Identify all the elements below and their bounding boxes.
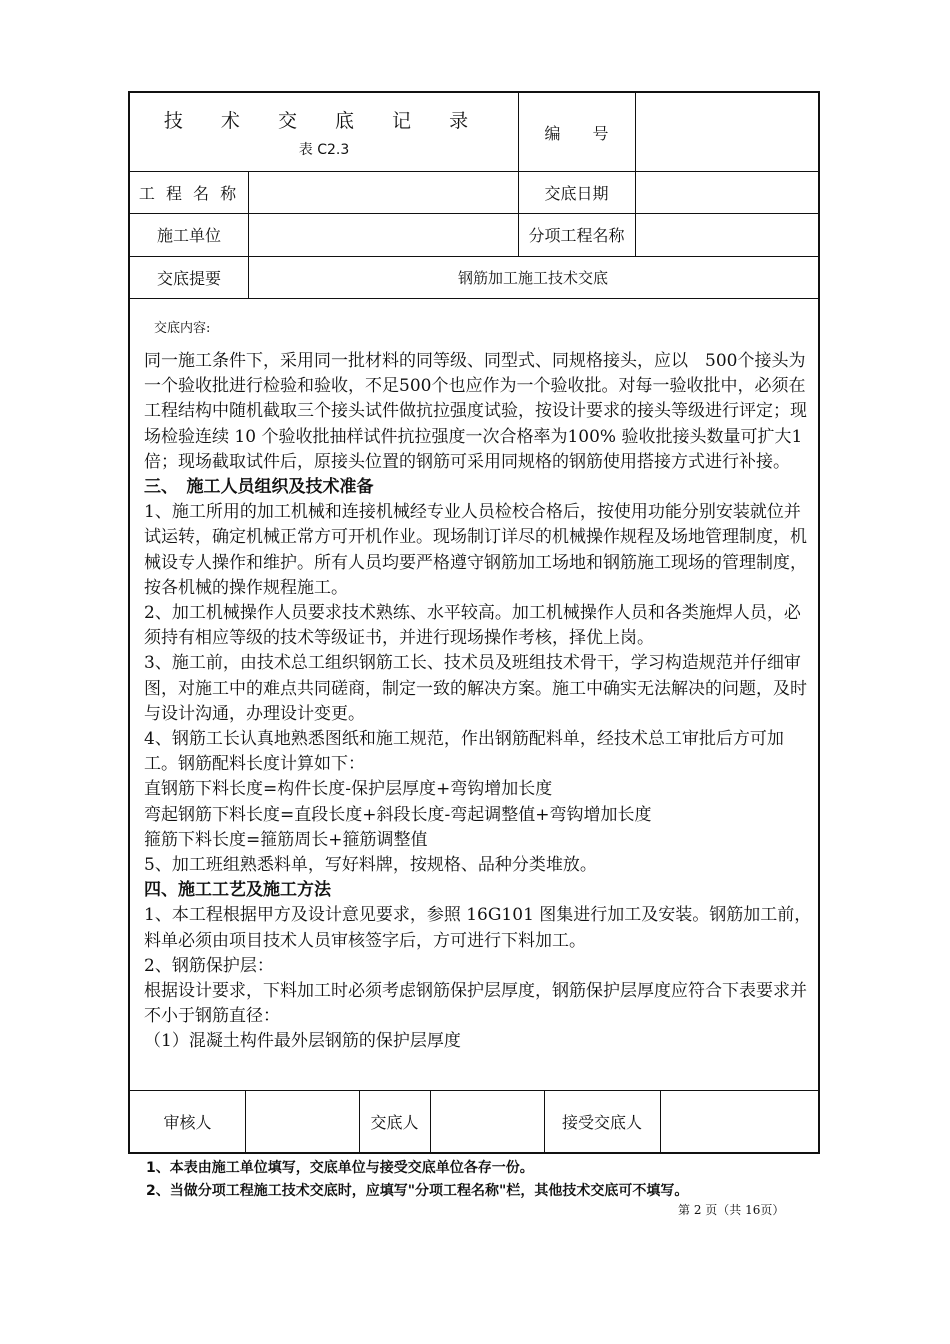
footnote: 2、当做分项工程施工技术交底时，应填写"分项工程名称"栏，其他技术交底可不填写。 [146, 1183, 689, 1199]
summary-label: 交底提要 [156, 268, 221, 288]
discloser-label: 交底人 [370, 1112, 419, 1132]
content-paragraph: 3、施工前，由技术总工组织钢筋工长、技术员及班组技术骨干，学习构造规范并仔细审图，对施工中的难点共同磋商，制定一致的解决方案。施工中确实无法解决的问题，及时与设计沟通，办理设计变更。 [144, 653, 807, 724]
subitem-label: 分项工程名称 [528, 226, 625, 245]
row-divider [130, 298, 818, 299]
date-field[interactable] [635, 171, 818, 213]
content-paragraph: 5、加工班组熟悉料单，写好料牌，按规格、品种分类堆放。 [144, 855, 597, 876]
receiver-label: 接受交底人 [561, 1112, 642, 1132]
content-body [144, 349, 816, 1055]
date-label: 交底日期 [544, 183, 609, 203]
contractor-label: 施工单位 [156, 226, 221, 245]
contractor-field[interactable] [248, 213, 518, 256]
receiver-field[interactable] [660, 1090, 818, 1152]
subitem-field[interactable] [635, 213, 818, 256]
content-paragraph: 2、钢筋保护层： [144, 955, 274, 976]
form-title: 技 术 交 底 记 录 [163, 109, 485, 132]
content-label: 交底内容: [154, 321, 211, 336]
content-paragraph: 根据设计要求，下料加工时必须考虑钢筋保护层厚度，钢筋保护层厚度应符合下表要求并不小于钢筋直径： [144, 981, 807, 1027]
content-paragraph: 2、加工机械操作人员要求技术熟练、水平较高。加工机械操作人员和各类施焊人员，必须持有相应等级的技术等级证书，并进行现场操作考核，择优上岗。 [144, 603, 801, 649]
reviewer-field[interactable] [245, 1090, 359, 1152]
project-name-label: 工 程 名 称 [138, 183, 240, 203]
form-number: 表 C2.3 [298, 141, 350, 158]
formula-line: 箍筋下料长度=箍筋周长+箍筋调整值 [144, 829, 428, 850]
page-number: 第 2 页（共 16页） [678, 1203, 785, 1217]
content-paragraph: 4、钢筋工长认真地熟悉图纸和施工规范，作出钢筋配料单，经技术总工审批后方可加工。钢筋配料长度计算如下： [144, 729, 784, 775]
reviewer-label: 审核人 [163, 1112, 212, 1132]
content-paragraph: 1、施工所用的加工机械和连接机械经专业人员检校合格后，按使用功能分别安装就位并试运转，确定机械正常方可开机作业。现场制订详尽的机械操作规程及场地管理制度，机械设专人操作和维护。所有人员均要严格遵守钢筋加工场地和钢筋施工现场的管理制度，按各机械的操作规程施工。 [144, 502, 807, 598]
form-header [130, 93, 518, 171]
formula-line: 直钢筋下料长度=构件长度-保护层厚度+弯钩增加长度 [144, 779, 553, 800]
footnote: 1、本表由施工单位填写，交底单位与接受交底单位各存一份。 [146, 1160, 534, 1176]
number-label: 编 号 [544, 123, 609, 143]
content-paragraph: （1）混凝土构件最外层钢筋的保护层厚度 [144, 1031, 461, 1052]
number-field[interactable] [635, 93, 818, 171]
project-name-field[interactable] [248, 171, 518, 213]
formula-line: 弯起钢筋下料长度=直段长度+斜段长度-弯起调整值+弯钩增加长度 [144, 804, 652, 825]
section-heading: 四、施工工艺及施工方法 [144, 880, 331, 901]
section-heading: 三、 施工人员组织及技术准备 [144, 477, 374, 498]
summary-value: 钢筋加工施工技术交底 [457, 268, 608, 287]
discloser-field[interactable] [430, 1090, 544, 1152]
content-paragraph: 同一施工条件下，采用同一批材料的同等级、同型式、同规格接头，应以 500个接头为一个验收批进行检验和验收，不足500个也应作为一个验收批。对每一验收批中，必须在工程结构中随机截取三个接头试件做抗拉强度试验，按设计要求的接头等级进行评定；现场检验连续 10 个验收批抽样试件抗拉强度一次合格率为100% 验收批接头数量可扩大1倍；现场截取试件后，原接头位置的钢筋可采用同规格的钢筋使用搭接方式进行补接。 [144, 351, 807, 472]
disclosure-form [128, 91, 820, 1154]
content-paragraph: 1、本工程根据甲方及设计意见要求，参照 16G101 图集进行加工及安装。钢筋加工前，料单必须由项目技术人员审核签字后，方可进行下料加工。 [144, 905, 812, 951]
